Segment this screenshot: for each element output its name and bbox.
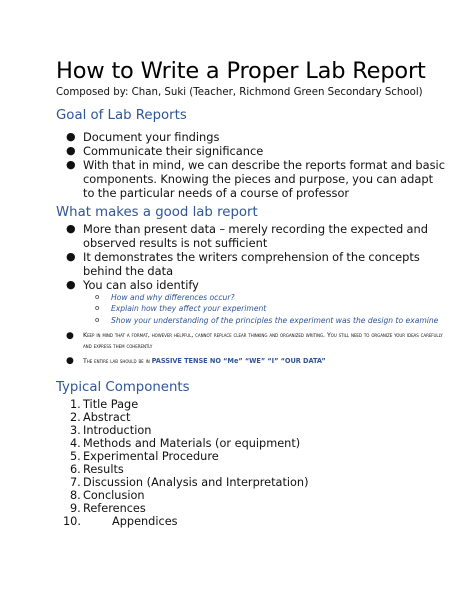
list-item: 2. Abstract	[70, 411, 131, 425]
list-item: ● It demonstrates the writers comprehension of the concepts behind the data	[66, 250, 420, 278]
list-item: 8. Conclusion	[70, 488, 145, 502]
what-list	[56, 222, 446, 292]
components-list	[56, 399, 446, 528]
hollow-bullet-icon: o	[95, 315, 100, 324]
passive-tense-emphasis: PASSIVE TENSE NO “Me” “WE” “I” “OUR DATA”	[151, 357, 326, 366]
list-item: 10. Appendices	[63, 514, 178, 528]
list-item: ● With that in mind, we can describe the reports format and basic components. Knowing the pieces and purpose, you can adapt to the particular needs of a course of professor	[66, 158, 445, 200]
bullet-icon: ●	[66, 144, 76, 157]
bullet-icon: ●	[66, 356, 74, 367]
note-format: ● Keep in mind that a format, however helpful, cannot replace clear thinking and organized writing. You still need to organize your ideas carefully and express them coherently	[66, 331, 443, 350]
list-item: 4. Methods and Materials (or equipment)	[70, 437, 301, 451]
bullet-icon: ●	[66, 331, 74, 342]
document-page	[56, 58, 446, 529]
heading-what: What makes a good lab report	[56, 205, 258, 220]
bullet-icon: ●	[66, 278, 76, 291]
page-title: How to Write a Proper Lab Report	[56, 58, 426, 84]
byline: Composed by: Chan, Suki (Teacher, Richmond Green Secondary School)	[56, 87, 423, 98]
bullet-icon: ●	[66, 158, 76, 171]
what-sub-list	[56, 292, 446, 326]
bullet-icon: ●	[66, 222, 76, 235]
hollow-bullet-icon: o	[95, 304, 100, 313]
bullet-icon: ●	[66, 130, 76, 143]
list-item: ● You can also identify	[66, 278, 199, 292]
list-item: 7. Discussion (Analysis and Interpretation)	[70, 475, 309, 489]
heading-typical: Typical Components	[56, 380, 190, 396]
list-item: 5. Experimental Procedure	[70, 450, 219, 464]
hollow-bullet-icon: o	[95, 293, 100, 301]
list-item: ● More than present data – merely recording the expected and observed results is not sufficient	[66, 222, 428, 250]
list-item: 9. References	[70, 501, 146, 515]
goal-list	[56, 130, 446, 200]
note-passive-tense: ● The entire lab should be in PASSIVE TENSE NO “Me” “WE” “I” “OUR DATA”	[66, 356, 326, 367]
list-item: 1. Title Page	[70, 398, 139, 412]
list-item: 3. Introduction	[70, 424, 152, 438]
heading-goal: Goal of Lab Reports	[56, 108, 187, 123]
sub-list-item: o Explain how they affect your experiment	[95, 304, 267, 314]
sub-list-item: o Show your understanding of the principles the experiment was the design to examine	[95, 315, 439, 325]
notes-list	[56, 331, 446, 367]
list-item: ● Communicate their significance	[66, 144, 264, 158]
list-item: ● Document your findings	[66, 130, 220, 144]
bullet-icon: ●	[66, 250, 76, 263]
list-item: 6. Results	[70, 462, 124, 476]
sub-list-item: o How and why differences occur?	[95, 293, 235, 302]
